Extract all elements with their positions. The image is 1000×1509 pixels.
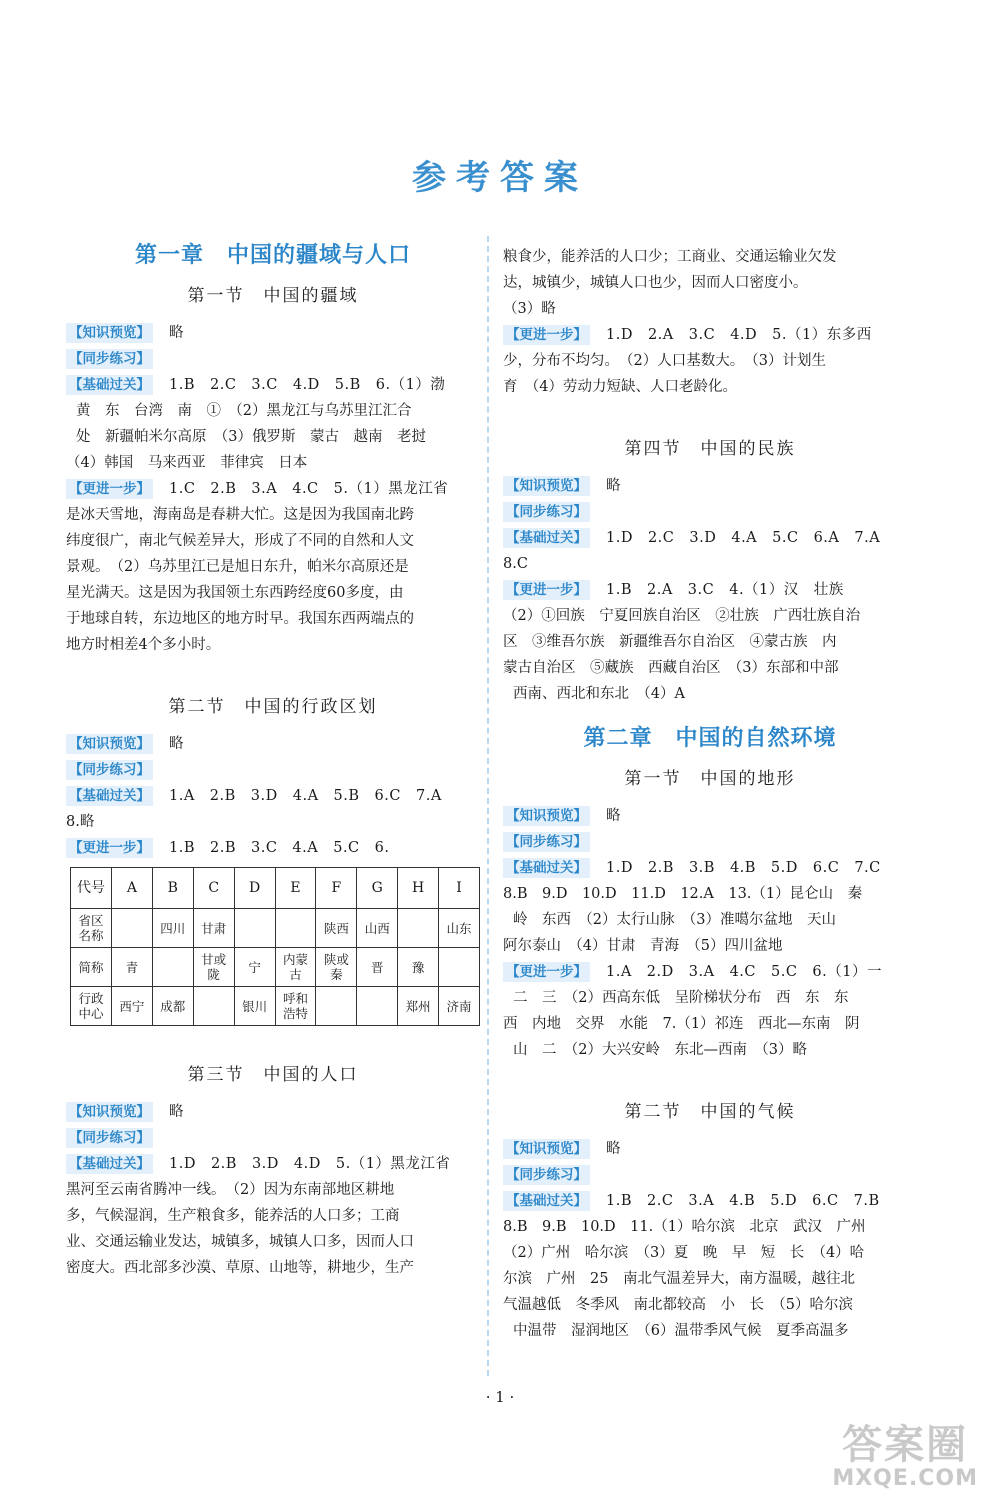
table-row	[71, 987, 480, 1026]
tag-basic: 【基础过关】	[503, 1191, 590, 1211]
table-row	[71, 948, 480, 987]
table-cell: 青	[111, 948, 152, 987]
table-cell	[275, 909, 316, 948]
tag-advance: 【更进一步】	[503, 325, 590, 345]
table-header-row	[71, 868, 480, 909]
tag-sync: 【同步练习】	[66, 1128, 153, 1148]
answer-line: 业、交通运输业发达，城镇多，城镇人口多，因而人口	[66, 1234, 414, 1250]
table-cell: 宁	[234, 948, 275, 987]
table-cell: 呼和浩特	[275, 987, 316, 1026]
tag-advance: 【更进一步】	[503, 580, 590, 600]
answer-text: 略	[606, 808, 621, 824]
answer-line: （2）①回族 宁夏回族自治区 ②壮族 广西壮族自治	[503, 608, 861, 624]
tag-advance: 【更进一步】	[66, 479, 153, 499]
table-cell: 陕或秦	[316, 948, 357, 987]
answer-line: 二 三 （2）西高东低 呈阶梯状分布 西 东 东	[513, 990, 849, 1006]
tag-basic: 【基础过关】	[66, 786, 153, 806]
tag-basic: 【基础过关】	[66, 1154, 153, 1174]
table-cell: 内蒙古	[275, 948, 316, 987]
tag-sync: 【同步练习】	[503, 502, 590, 522]
answer-line: 1.D 2.C 3.D 4.A 5.C 6.A 7.A	[606, 530, 881, 546]
table-cell: 郑州	[398, 987, 439, 1026]
answer-line: 8.B 9.B 10.D 11.（1）哈尔滨 北京 武汉 广州	[503, 1219, 866, 1235]
table-cell: 济南	[439, 987, 480, 1026]
tag-preview: 【知识预览】	[66, 734, 153, 754]
table-cell: 山西	[357, 909, 398, 948]
chapter-2-heading: 第二章 中国的自然环境	[583, 726, 837, 751]
answer-line: 西 内地 交界 水能 7.（1）祁连 西北—东南 阴	[503, 1016, 860, 1032]
answer-line: 8.C	[503, 556, 528, 572]
answer-line: 黄 东 台湾 南 ① （2）黑龙江与乌苏里江汇合	[76, 403, 412, 419]
table-cell	[316, 987, 357, 1026]
answer-text: 略	[606, 1141, 621, 1157]
tag-basic: 【基础过关】	[66, 375, 153, 395]
tag-sync: 【同步练习】	[503, 832, 590, 852]
table-cell: 甘或陇	[193, 948, 234, 987]
table-cell	[152, 948, 193, 987]
section-heading: 第一节 中国的地形	[624, 769, 796, 789]
watermark-text: 答案圈	[842, 1422, 969, 1468]
answer-line: 1.A 2.B 3.D 4.A 5.B 6.C 7.A	[169, 788, 442, 804]
table-cell	[439, 948, 480, 987]
answer-line: 于地球自转，东边地区的地方时早。我国东西两端点的	[66, 611, 414, 627]
tag-sync: 【同步练习】	[66, 760, 153, 780]
tag-sync: 【同步练习】	[66, 349, 153, 369]
answer-line: 达，城镇少，城镇人口也少，因而人口密度小。	[503, 275, 808, 291]
table-cell	[398, 909, 439, 948]
table-cell	[193, 987, 234, 1026]
admin-division-table	[70, 867, 480, 1026]
answer-line: 纬度很广，南北气候差异大，形成了不同的自然和人文	[66, 533, 414, 549]
answer-line: 育 （4）劳动力短缺、人口老龄化。	[503, 379, 737, 395]
answer-line: （3）略	[503, 301, 556, 317]
table-cell: E	[275, 868, 316, 909]
answer-line: 粮食少，能养活的人口少；工商业、交通运输业欠发	[503, 249, 837, 265]
tag-preview: 【知识预览】	[66, 1102, 153, 1122]
column-divider	[487, 236, 489, 1376]
table-cell: F	[316, 868, 357, 909]
table-cell: C	[193, 868, 234, 909]
table-row	[71, 909, 480, 948]
answer-text: 略	[169, 736, 184, 752]
table-cell: 山东	[439, 909, 480, 948]
answer-line: 1.B 2.A 3.C 4.（1）汉 壮族	[606, 582, 844, 598]
tag-sync: 【同步练习】	[503, 1165, 590, 1185]
section-heading: 第一节 中国的疆域	[187, 286, 359, 306]
answer-text: 略	[606, 478, 621, 494]
table-cell: 西宁	[111, 987, 152, 1026]
chapter-1-heading: 第一章 中国的疆域与人口	[134, 243, 411, 268]
answer-line: 1.D 2.B 3.D 4.D 5.（1）黑龙江省	[169, 1156, 451, 1172]
table-cell: 豫	[398, 948, 439, 987]
page-title: 参考答案	[412, 158, 588, 198]
answer-line: 山 二 （2）大兴安岭 东北—西南 （3）略	[513, 1042, 807, 1058]
answer-line: 景观。 （2）乌苏里江已是旭日东升，帕米尔高原还是	[66, 559, 409, 575]
left-column	[66, 238, 480, 1281]
table-cell: 成都	[152, 987, 193, 1026]
table-cell: 银川	[234, 987, 275, 1026]
answer-line: 少，分布不均匀。 （2）人口基数大。 （3）计划生	[503, 353, 826, 369]
table-cell: 省区名称	[71, 909, 112, 948]
section-heading: 第二节 中国的气候	[624, 1102, 796, 1122]
right-column	[503, 244, 917, 1344]
answer-line: 西南、西北和东北 （4）A	[513, 686, 685, 702]
answer-text: 略	[169, 1104, 184, 1120]
tag-basic: 【基础过关】	[503, 528, 590, 548]
answer-line: 蒙古自治区 ⑤藏族 西藏自治区 （3）东部和中部	[503, 660, 839, 676]
answer-line: （4）韩国 马来西亚 菲律宾 日本	[66, 455, 308, 471]
answer-line: 1.C 2.B 3.A 4.C 5.（1）黑龙江省	[169, 481, 449, 497]
table-cell: B	[152, 868, 193, 909]
answer-line: 8.略	[66, 814, 95, 830]
answer-text: 略	[169, 325, 184, 341]
tag-preview: 【知识预览】	[503, 1139, 590, 1159]
tag-preview: 【知识预览】	[503, 476, 590, 496]
answer-line: 区 ③维吾尔族 新疆维吾尔自治区 ④蒙古族 内	[503, 634, 837, 650]
watermark-url: MXQE.COM	[832, 1466, 978, 1491]
tag-basic: 【基础过关】	[503, 858, 590, 878]
answer-line: 8.B 9.D 10.D 11.D 12.A 13.（1）昆仑山 秦	[503, 886, 863, 902]
answer-line: 黑河至云南省腾冲一线。 （2）因为东南部地区耕地	[66, 1182, 395, 1198]
answer-line: 星光满天。这是因为我国领土东西跨经度60多度，由	[66, 585, 404, 601]
answer-line: 岭 东西 （2）太行山脉 （3）准噶尔盆地 天山	[513, 912, 836, 928]
table-cell: H	[398, 868, 439, 909]
table-cell	[111, 909, 152, 948]
table-cell: 代号	[71, 868, 112, 909]
table-cell: 行政中心	[71, 987, 112, 1026]
table-cell: D	[234, 868, 275, 909]
tag-preview: 【知识预览】	[66, 323, 153, 343]
table-cell: 四川	[152, 909, 193, 948]
table-cell: 晋	[357, 948, 398, 987]
section-heading: 第三节 中国的人口	[187, 1065, 359, 1085]
table-cell: G	[357, 868, 398, 909]
answer-line: （2）广州 哈尔滨 （3）夏 晚 早 短 长 （4）哈	[503, 1245, 865, 1261]
table-cell	[234, 909, 275, 948]
table-cell: A	[111, 868, 152, 909]
table-cell	[357, 987, 398, 1026]
table-cell: 简称	[71, 948, 112, 987]
answer-line: 1.D 2.B 3.B 4.B 5.D 6.C 7.C	[606, 860, 881, 876]
answer-line: 尔滨 广州 25 南北气温差异大，南方温暖，越往北	[503, 1271, 855, 1287]
table-cell: I	[439, 868, 480, 909]
watermark-logo	[832, 1413, 978, 1491]
answer-line: 1.B 2.C 3.A 4.B 5.D 6.C 7.B	[606, 1193, 880, 1209]
table-cell: 陕西	[316, 909, 357, 948]
answer-line: 阿尔泰山 （4）甘肃 青海 （5）四川盆地	[503, 938, 783, 954]
table-cell: 甘肃	[193, 909, 234, 948]
answer-line: 处 新疆帕米尔高原 （3）俄罗斯 蒙古 越南 老挝	[76, 429, 426, 445]
page-number: · 1 ·	[485, 1388, 515, 1406]
tag-preview: 【知识预览】	[503, 806, 590, 826]
tag-advance: 【更进一步】	[503, 962, 590, 982]
answer-line: 是冰天雪地，海南岛是春耕大忙。这是因为我国南北跨	[66, 507, 414, 523]
answer-line: 密度大。西北部多沙漠、草原、山地等，耕地少，生产	[66, 1260, 414, 1276]
answer-line: 中温带 湿润地区 （6）温带季风气候 夏季高温多	[513, 1323, 849, 1339]
tag-advance: 【更进一步】	[66, 838, 153, 858]
answer-line: 1.A 2.D 3.A 4.C 5.C 6.（1）一	[606, 964, 882, 980]
section-heading: 第四节 中国的民族	[624, 439, 796, 459]
section-heading: 第二节 中国的行政区划	[168, 697, 378, 717]
answer-line: 1.B 2.B 3.C 4.A 5.C 6.	[169, 840, 390, 856]
answer-line: 1.B 2.C 3.C 4.D 5.B 6.（1）渤	[169, 377, 446, 393]
answer-line: 多，气候湿润，生产粮食多，能养活的人口多；工商	[66, 1208, 400, 1224]
answer-line: 气温越低 冬季风 南北都较高 小 长 （5）哈尔滨	[503, 1297, 853, 1313]
answer-line: 地方时相差4个多小时。	[66, 637, 221, 653]
answer-line: 1.D 2.A 3.C 4.D 5.（1）东多西	[606, 327, 872, 343]
